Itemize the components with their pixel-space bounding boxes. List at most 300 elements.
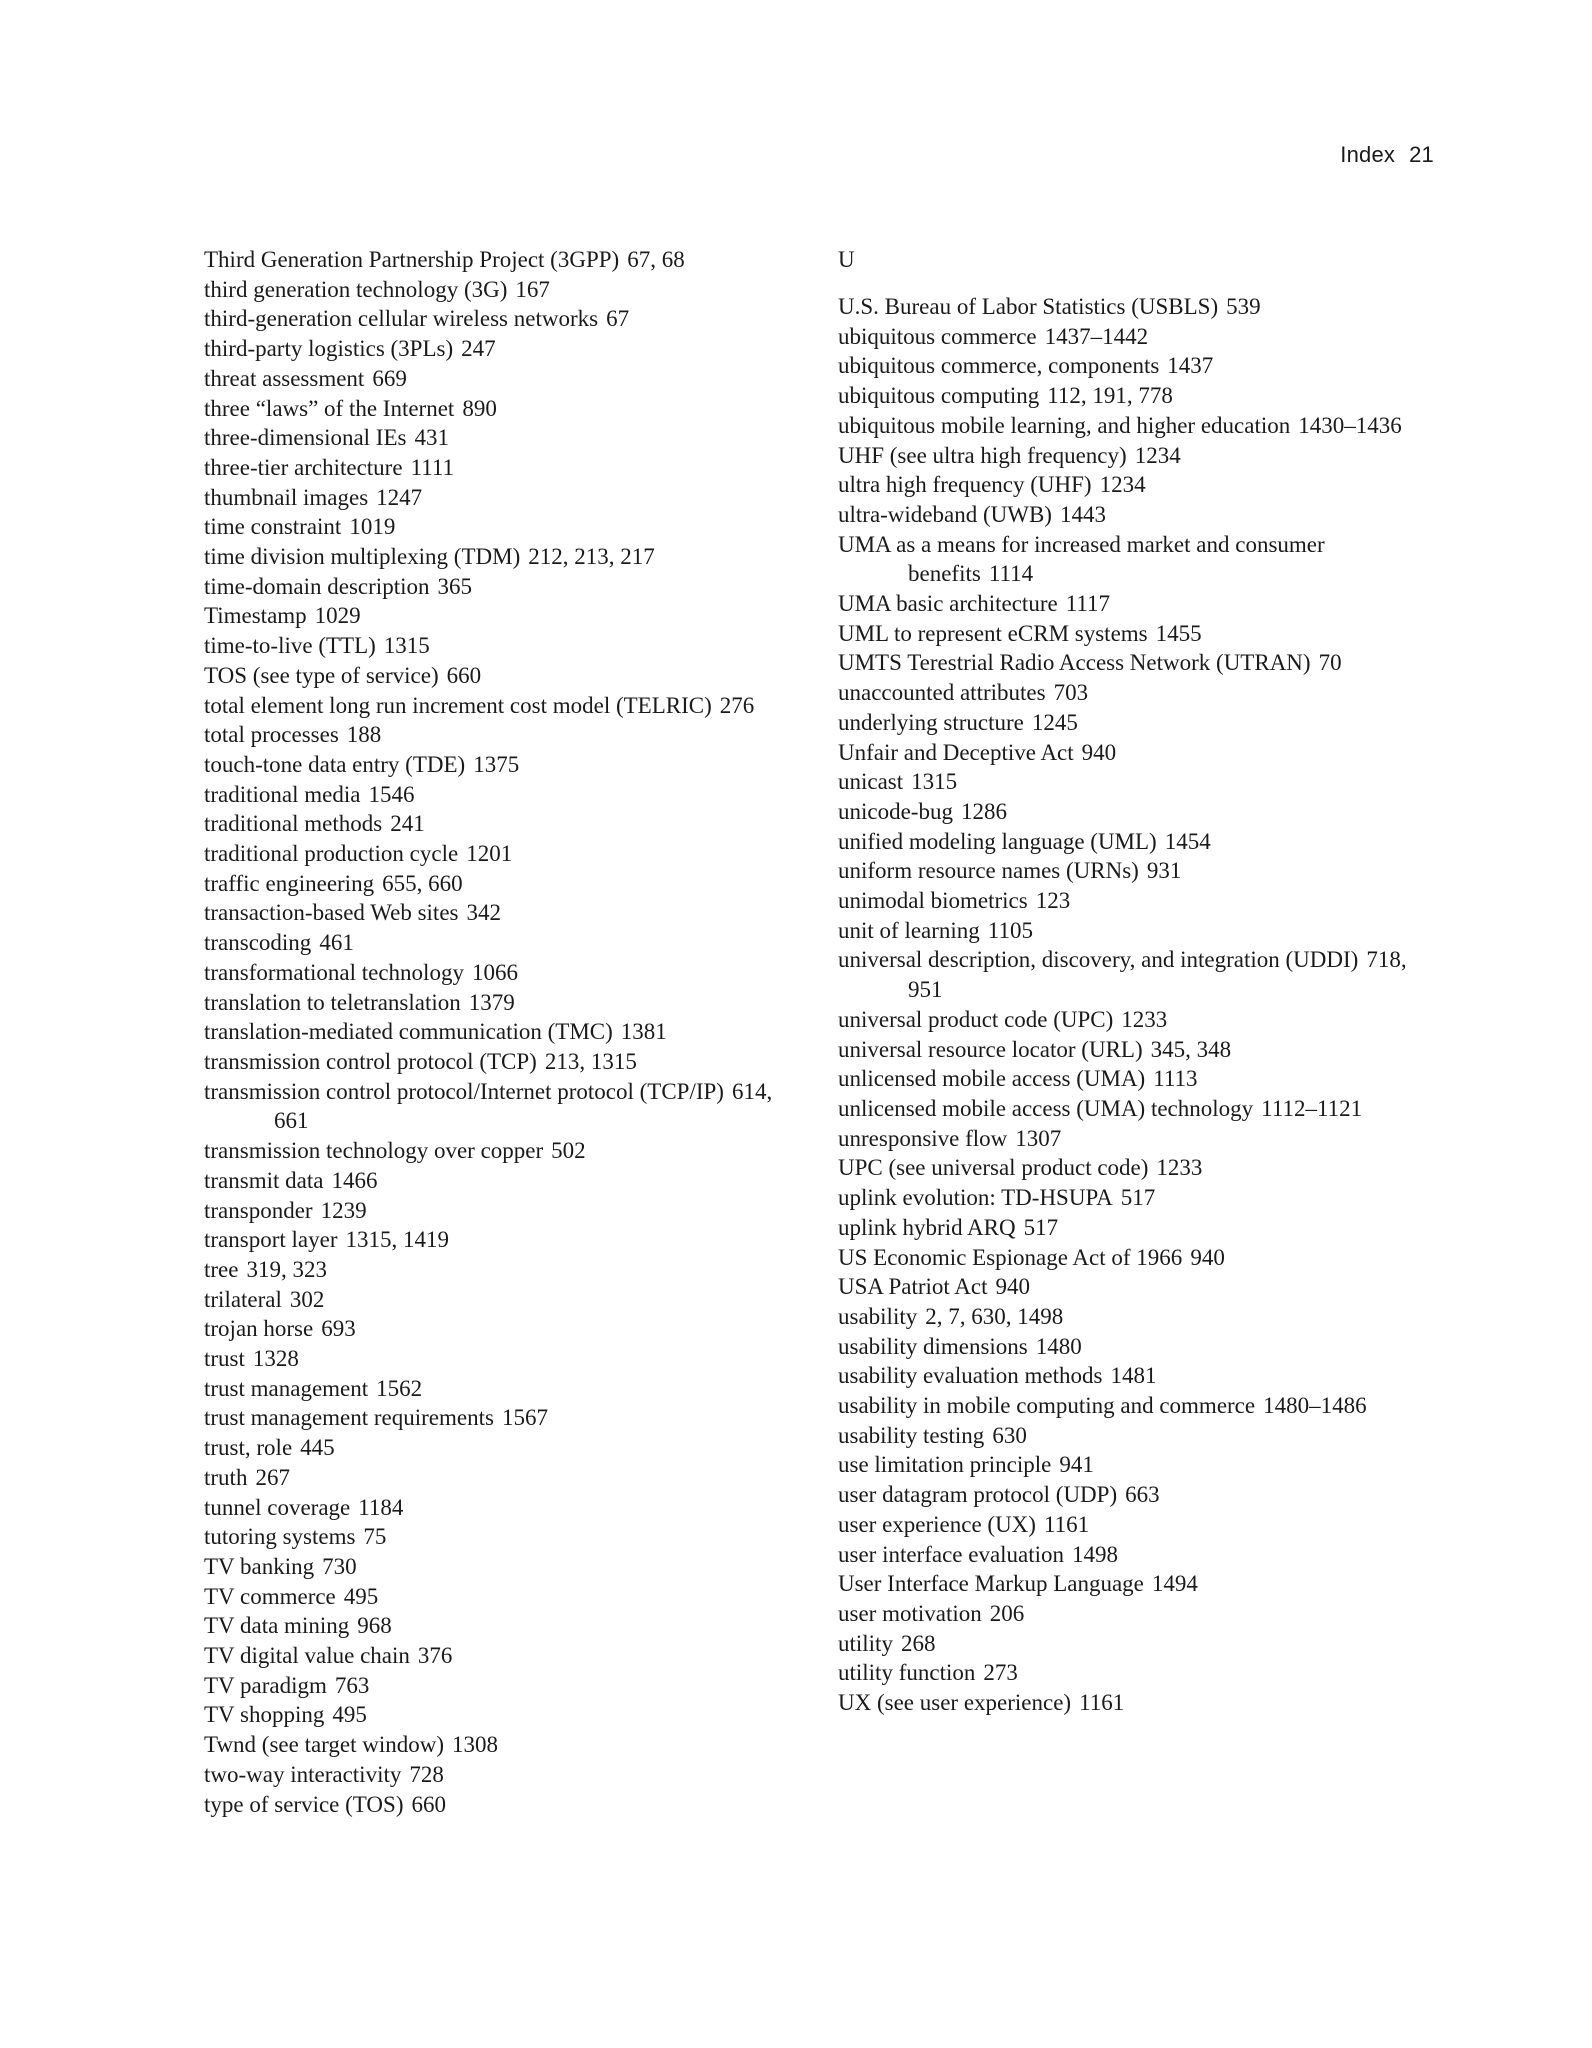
index-entry-term: ultra high frequency (UHF) [838, 472, 1092, 498]
index-entry [204, 869, 804, 899]
index-entry-term: ubiquitous computing [838, 383, 1040, 409]
index-entry [204, 1671, 804, 1701]
index-entry [838, 1243, 1438, 1273]
index-column-right [838, 245, 1438, 1718]
section-letter-heading: U [838, 247, 855, 272]
index-entry-term: Third Generation Partnership Project (3GPP) [204, 247, 620, 272]
index-entry-term: two-way interactivity [204, 1761, 402, 1787]
index-entry-term: user datagram protocol (UDP) [838, 1482, 1118, 1508]
index-entry-pages: 67, 68 [627, 247, 685, 272]
index-entry-term: unlicensed mobile access (UMA) technology [838, 1095, 1254, 1121]
index-entry [838, 1629, 1438, 1659]
index-entry-pages: 1114 [988, 561, 1034, 587]
index-entry-term: traditional methods [204, 811, 383, 837]
index-entry [204, 1611, 804, 1641]
index-entry [838, 1272, 1438, 1302]
index-entry-pages: 1247 [376, 484, 423, 510]
index-entry-pages: 1029 [314, 603, 361, 629]
index-entry-term: trust [204, 1346, 245, 1372]
index-entry-pages: 1233 [1156, 1155, 1203, 1181]
index-entry-pages: 212, 213, 217 [528, 544, 655, 570]
index-entry [838, 1005, 1438, 1035]
index-entry [204, 1166, 804, 1196]
index-entry-pages: 123 [1035, 888, 1071, 914]
index-entry-pages: 345, 348 [1150, 1036, 1232, 1062]
index-entry-pages: 1245 [1031, 709, 1078, 735]
index-entry [204, 691, 804, 721]
index-entry [838, 1153, 1438, 1183]
index-entry-term: trust, role [204, 1435, 293, 1461]
index-entry [838, 351, 1438, 381]
index-entry [204, 364, 804, 394]
index-entry [204, 1760, 804, 1790]
index-entry-term: TOS (see type of service) [204, 662, 439, 688]
index-entry-pages: 931 [1146, 858, 1182, 884]
index-entry-term: ubiquitous mobile learning, and higher education [838, 412, 1291, 438]
index-entry-pages: 1443 [1059, 501, 1106, 527]
index-entry [204, 1017, 804, 1047]
running-head-section: Index [1340, 142, 1396, 167]
index-entry [204, 661, 804, 691]
index-entry-term: transponder [204, 1197, 313, 1223]
index-entry-pages: 1567 [501, 1405, 548, 1431]
index-entry-term: tree [204, 1256, 239, 1282]
index-entry-term: touch-tone data entry (TDE) [204, 751, 466, 777]
index-entry-pages: 247 [461, 336, 496, 362]
index-entry-term: TV commerce [204, 1583, 336, 1609]
index-entry [204, 1522, 804, 1552]
index-entry-pages: 1234 [1099, 472, 1146, 498]
index-entry-pages: 1494 [1151, 1571, 1198, 1597]
index-entry-pages: 517 [1023, 1214, 1059, 1240]
index-entry-term: uplink hybrid ARQ [838, 1214, 1016, 1240]
index-entry [838, 1658, 1438, 1688]
index-entry-term: total processes [204, 722, 339, 748]
index-entry [204, 1552, 804, 1582]
index-entry-term: UMTS Terestrial Radio Access Network (UTRAN) [838, 650, 1311, 676]
index-entry [838, 619, 1438, 649]
index-entry [838, 648, 1438, 678]
index-entry [204, 601, 804, 631]
index-entry [204, 1255, 804, 1285]
index-entry-term: three “laws” of the Internet [204, 395, 455, 421]
index-entry-term: usability in mobile computing and commerce [838, 1393, 1256, 1419]
index-entry-term: TV paradigm [204, 1672, 327, 1698]
index-entry-term: thumbnail images [204, 484, 369, 510]
index-entry-pages: 1375 [473, 751, 520, 777]
index-entry [204, 483, 804, 513]
index-entry-pages: 206 [989, 1600, 1025, 1626]
index-entry [838, 767, 1438, 797]
index-entry [204, 928, 804, 958]
index-entry-term: utility [838, 1630, 893, 1656]
index-entry-pages: 1480–1486 [1263, 1393, 1367, 1419]
index-entry [838, 827, 1438, 857]
index-entry-pages: 70 [1318, 650, 1342, 676]
index-entry-pages: 1466 [331, 1167, 378, 1193]
index-entry-pages: 1498 [1072, 1541, 1119, 1567]
running-head [1340, 142, 1434, 168]
index-entry-term: usability dimensions [838, 1333, 1028, 1359]
index-entry-term: US Economic Espionage Act of 1966 [838, 1244, 1183, 1270]
index-entry [838, 708, 1438, 738]
index-entry-pages: 502 [551, 1138, 586, 1164]
index-entry-pages: 1315 [911, 769, 958, 795]
index-entry [838, 1540, 1438, 1570]
index-entry [838, 530, 1438, 589]
index-entry-pages: 1546 [368, 781, 415, 807]
index-entry [204, 453, 804, 483]
index-entry-term: transmit data [204, 1167, 324, 1193]
index-entry-pages: 342 [466, 900, 501, 926]
index-entry [204, 839, 804, 869]
index-entry-term: third-party logistics (3PLs) [204, 336, 454, 362]
index-entry-term: universal resource locator (URL) [838, 1036, 1143, 1062]
index-entry-pages: 268 [900, 1630, 936, 1656]
index-entry-term: transformational technology [204, 959, 464, 985]
index-entry-pages: 1161 [1043, 1511, 1090, 1537]
index-entry [838, 797, 1438, 827]
index-entry-pages: 1437 [1167, 353, 1214, 379]
index-entry-pages: 1234 [1134, 442, 1181, 468]
index-entry-term: usability testing [838, 1422, 985, 1448]
index-entry [838, 411, 1438, 441]
index-entry-pages: 2, 7, 630, 1498 [925, 1303, 1064, 1329]
index-entry [204, 1582, 804, 1612]
index-entry [204, 958, 804, 988]
index-entry-term: utility function [838, 1660, 976, 1686]
index-entry-pages: 276 [719, 692, 755, 718]
index-entry-pages: 365 [437, 573, 472, 599]
index-entry [838, 1391, 1438, 1421]
index-entry [204, 542, 804, 572]
index-entry-pages: 112, 191, 778 [1047, 383, 1173, 409]
index-entry-term: Timestamp [204, 603, 307, 629]
index-entry-term: user experience (UX) [838, 1511, 1036, 1537]
index-entry-term: three-dimensional IEs [204, 425, 407, 451]
index-entry-pages: 660 [446, 662, 482, 688]
index-column-left [204, 245, 804, 1819]
index-entry-term: transport layer [204, 1227, 338, 1253]
index-entry-term: transmission control protocol (TCP) [204, 1048, 537, 1074]
index-entry-pages: 495 [332, 1702, 367, 1728]
index-entry-pages: 730 [322, 1553, 357, 1579]
index-entry-term: traditional production cycle [204, 841, 459, 867]
index-entry-pages: 1430–1436 [1298, 412, 1402, 438]
index-entry [838, 322, 1438, 352]
index-entry [838, 1510, 1438, 1540]
index-entry-term: traffic engineering [204, 870, 375, 896]
index-entry-term: user interface evaluation [838, 1541, 1065, 1567]
index-entry [204, 304, 804, 334]
index-entry-pages: 75 [363, 1524, 387, 1550]
index-entry-pages: 941 [1059, 1452, 1094, 1478]
index-entry-pages: 431 [414, 425, 449, 451]
index-entry-term: unaccounted attributes [838, 680, 1046, 706]
index-entry-pages: 1437–1442 [1044, 323, 1149, 349]
index-entry-pages: 1066 [471, 959, 518, 985]
index-entry-term: uplink evolution: TD-HSUPA [838, 1185, 1113, 1211]
index-entry [838, 1569, 1438, 1599]
index-entry [838, 1064, 1438, 1094]
index-entry [838, 1361, 1438, 1391]
index-entry-term: underlying structure [838, 709, 1024, 735]
index-entry-term: User Interface Markup Language [838, 1571, 1144, 1597]
index-entry [838, 856, 1438, 886]
index-entry [204, 1047, 804, 1077]
index-entry [204, 898, 804, 928]
index-entry-pages: 1455 [1155, 620, 1202, 646]
index-entry [838, 441, 1438, 471]
index-entry-pages: 1233 [1121, 1006, 1168, 1032]
index-entry-pages: 693 [321, 1316, 356, 1342]
index-entry-pages: 1019 [349, 514, 396, 540]
index-entry [204, 1285, 804, 1315]
index-entry-term: trust management [204, 1375, 369, 1401]
index-entry-pages: 1105 [987, 917, 1033, 943]
index-entry-term: UHF (see ultra high frequency) [838, 442, 1127, 468]
index-entry [838, 678, 1438, 708]
index-entry [204, 1433, 804, 1463]
index-entry-pages: 728 [409, 1761, 444, 1787]
index-entry [204, 1700, 804, 1730]
index-entry-term: UPC (see universal product code) [838, 1155, 1149, 1181]
index-entry-term: unimodal biometrics [838, 888, 1028, 914]
index-entry-pages: 663 [1125, 1482, 1160, 1508]
index-entry-term: ultra-wideband (UWB) [838, 501, 1052, 527]
index-entry-term: trilateral [204, 1286, 282, 1312]
index-entry-pages: 376 [417, 1643, 453, 1669]
index-entry-pages: 67 [606, 306, 630, 332]
index-entry-pages: 940 [995, 1274, 1031, 1300]
index-entry-term: user motivation [838, 1600, 982, 1626]
index-entry-term: unicast [838, 769, 904, 795]
page-number: 21 [1409, 142, 1434, 167]
index-entry-pages: 461 [319, 930, 354, 956]
index-entry-pages: 188 [346, 722, 382, 748]
index-entry-term: time-domain description [204, 573, 430, 599]
index-entry-pages: 940 [1190, 1244, 1225, 1270]
index-entry-pages: 273 [983, 1660, 1018, 1686]
index-entry [838, 1035, 1438, 1065]
index-entry [204, 1790, 804, 1820]
index-entry-pages: 1184 [358, 1494, 404, 1520]
index-entry [838, 738, 1438, 768]
index-entry [204, 423, 804, 453]
index-entry-pages: 302 [289, 1286, 325, 1312]
index-entry-term: type of service (TOS) [204, 1791, 404, 1817]
index-entry [204, 1077, 804, 1136]
index-entry-term: ubiquitous commerce, components [838, 353, 1160, 379]
index-entry-pages: 495 [343, 1583, 379, 1609]
index-entry-term: Twnd (see target window) [204, 1732, 445, 1758]
index-entry-term: unit of learning [838, 917, 980, 943]
index-entry-term: TV banking [204, 1553, 315, 1579]
index-entry-term: universal product code (UPC) [838, 1006, 1114, 1032]
index-entry-term: transmission technology over copper [204, 1138, 544, 1164]
index-entry-pages: 517 [1120, 1185, 1156, 1211]
index-entry [838, 1302, 1438, 1332]
index-entry [204, 1225, 804, 1255]
index-entry-pages: 1315 [383, 633, 430, 659]
index-entry-term: time division multiplexing (TDM) [204, 544, 521, 570]
index-entry-pages: 1112–1121 [1261, 1095, 1363, 1121]
index-entry-pages: 267 [255, 1464, 290, 1490]
index-entry-pages: 241 [390, 811, 425, 837]
index-entry [838, 1450, 1438, 1480]
index-entry-pages: 703 [1053, 680, 1089, 706]
index-entry-pages: 1113 [1153, 1066, 1198, 1092]
index-entry [838, 1183, 1438, 1213]
index-entry-term: threat assessment [204, 365, 365, 391]
index-entry [204, 809, 804, 839]
index-entry-pages: 1307 [1015, 1125, 1062, 1151]
index-entry [838, 1332, 1438, 1362]
index-entry-pages: 614, 661 [274, 1078, 773, 1134]
index-entry-term: uniform resource names (URNs) [838, 858, 1139, 884]
index-entry [204, 394, 804, 424]
index-entry [204, 750, 804, 780]
index-entry-term: U.S. Bureau of Labor Statistics (USBLS) [838, 294, 1219, 319]
index-entry [838, 1124, 1438, 1154]
index-entry-term: universal description, discovery, and integration (UDDI) [838, 947, 1359, 973]
index-entry [204, 780, 804, 810]
index-entry-pages: 1454 [1164, 828, 1211, 854]
index-entry-pages: 1201 [466, 841, 513, 867]
index-entry-pages: 1161 [1079, 1690, 1125, 1716]
index-entry-term: translation-mediated communication (TMC) [204, 1019, 613, 1045]
index-entry-pages: 669 [372, 365, 407, 391]
index-entry-term: transaction-based Web sites [204, 900, 459, 926]
index-entry [838, 589, 1438, 619]
index-entry [838, 500, 1438, 530]
index-entry-pages: 655, 660 [382, 870, 463, 896]
index-entry-term: unlicensed mobile access (UMA) [838, 1066, 1146, 1092]
index-entry [838, 916, 1438, 946]
index-entry-term: Unfair and Deceptive Act [838, 739, 1074, 765]
index-entry-term: usability evaluation methods [838, 1363, 1103, 1389]
index-entry [204, 245, 804, 275]
index-entry-term: TV digital value chain [204, 1643, 410, 1669]
index-entry-pages: 1481 [1110, 1363, 1157, 1389]
index-entry [204, 1641, 804, 1671]
index-entry-pages: 968 [357, 1613, 392, 1639]
index-entry [204, 1136, 804, 1166]
index-entry-term: USA Patriot Act [838, 1274, 988, 1300]
index-entry-term: trojan horse [204, 1316, 314, 1342]
index-entry-pages: 1239 [320, 1197, 367, 1223]
index-entry-term: UML to represent eCRM systems [838, 620, 1148, 646]
index-entry [838, 381, 1438, 411]
index-entry [838, 1480, 1438, 1510]
index-entry [204, 572, 804, 602]
index-entry-pages: 718, 951 [908, 947, 1407, 1003]
index-entry-term: time-to-live (TTL) [204, 633, 376, 659]
index-entry-term: TV data mining [204, 1613, 350, 1639]
index-entry [204, 1314, 804, 1344]
index-entry-pages: 1328 [252, 1346, 299, 1372]
index-entry-term: third generation technology (3G) [204, 276, 508, 302]
index-entry [838, 1094, 1438, 1124]
index-entry [838, 470, 1438, 500]
index-entry [204, 1463, 804, 1493]
index-entry-term: UMA basic architecture [838, 591, 1058, 617]
index-entry-pages: 445 [300, 1435, 335, 1461]
index-entry-term: third-generation cellular wireless networks [204, 306, 599, 332]
index-entry-pages: 1308 [452, 1732, 499, 1758]
index-entry-pages: 1286 [960, 798, 1007, 824]
index-entry-pages: 213, 1315 [544, 1048, 637, 1074]
index-entry [204, 720, 804, 750]
index-entry [838, 945, 1438, 1004]
index-entry [204, 1344, 804, 1374]
index-entry-pages: 319, 323 [246, 1256, 327, 1282]
index-entry-pages: 1562 [376, 1375, 423, 1401]
index-entry-term: unicode-bug [838, 798, 953, 824]
index-entry-pages: 630 [992, 1422, 1027, 1448]
index-entry-term: time constraint [204, 514, 342, 540]
index-entry [204, 988, 804, 1018]
index-entry [204, 1196, 804, 1226]
index-entry [204, 275, 804, 305]
index-entry [838, 1688, 1438, 1718]
index-entry [838, 1599, 1438, 1629]
index-entry-term: transcoding [204, 930, 312, 956]
index-entry-term: UX (see user experience) [838, 1690, 1072, 1716]
index-entry-term: unresponsive flow [838, 1125, 1008, 1151]
index-entry [838, 1213, 1438, 1243]
index-entry-term: translation to teletranslation [204, 989, 461, 1015]
index-entry-term: three-tier architecture [204, 454, 403, 480]
index-entry [204, 1374, 804, 1404]
index-entry [838, 292, 1438, 322]
index-entry [204, 1493, 804, 1523]
index-entry-term: tutoring systems [204, 1524, 356, 1550]
index-entry-pages: 539 [1226, 294, 1261, 319]
index-entry-pages: 1480 [1035, 1333, 1082, 1359]
index-entry-pages: 1117 [1065, 591, 1110, 617]
index-entry [204, 512, 804, 542]
index-entry-pages: 1379 [468, 989, 515, 1015]
index-entry [204, 334, 804, 364]
index-entry-term: tunnel coverage [204, 1494, 351, 1520]
index-entry-term: truth [204, 1464, 248, 1490]
index-entry-term: trust management requirements [204, 1405, 494, 1431]
index-entry [204, 1730, 804, 1760]
index-entry-term: use limitation principle [838, 1452, 1052, 1478]
index-entry-pages: 660 [411, 1791, 446, 1817]
index-entry [204, 1403, 804, 1433]
index-entry-term: transmission control protocol/Internet protocol (TCP/IP) [204, 1078, 724, 1104]
index-entry [838, 1421, 1438, 1451]
index-entry-pages: 890 [462, 395, 497, 421]
index-entry-pages: 167 [515, 276, 550, 302]
index-entry-term: total element long run increment cost model (TELRIC) [204, 692, 712, 718]
index-entry-term: usability [838, 1303, 918, 1329]
index-entry-term: UMA as a means for increased market and consumer benefits [838, 531, 1325, 587]
index-entry-term: unified modeling language (UML) [838, 828, 1157, 854]
index-entry-term: ubiquitous commerce [838, 323, 1037, 349]
index-entry-pages: 940 [1081, 739, 1117, 765]
index-entry [204, 631, 804, 661]
index-entry-pages: 1381 [620, 1019, 667, 1045]
index-entry-term: traditional media [204, 781, 361, 807]
index-entry [838, 886, 1438, 916]
index-entry-pages: 763 [334, 1672, 370, 1698]
index-entry-term: TV shopping [204, 1702, 325, 1728]
index-entry-pages: 1111 [410, 454, 455, 480]
index-entry-pages: 1315, 1419 [345, 1227, 449, 1253]
